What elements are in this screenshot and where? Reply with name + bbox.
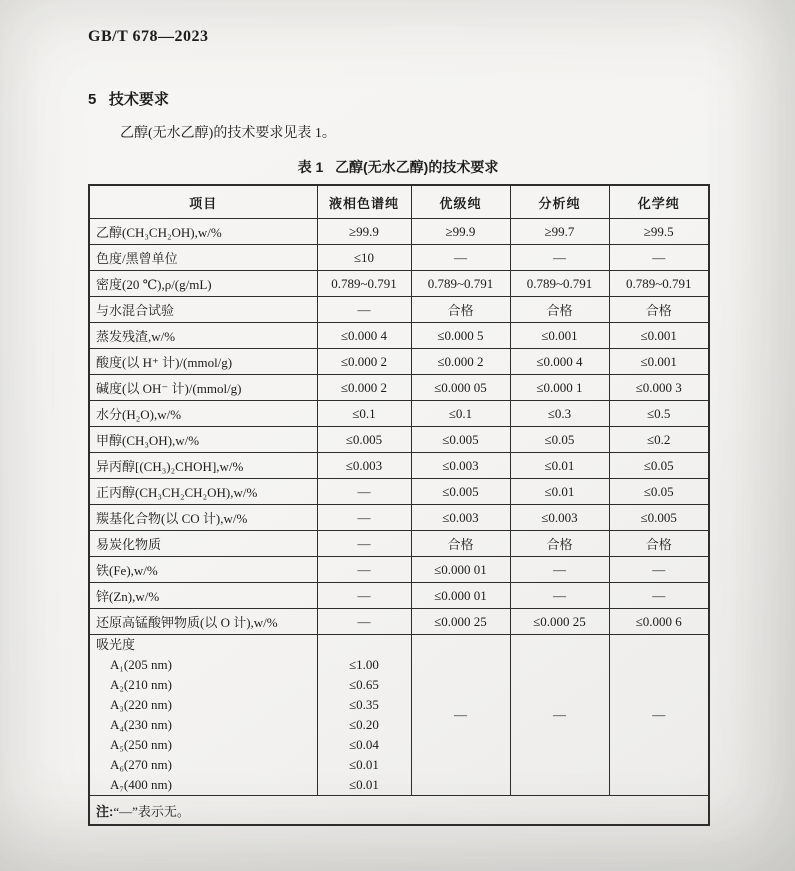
absorbance-sub-item: A₄(230 nm) bbox=[110, 717, 172, 732]
value-cell: ≤0.01 bbox=[510, 479, 609, 505]
table-row bbox=[89, 609, 709, 635]
absorbance-sub-item: A₆(270 nm) bbox=[110, 757, 172, 772]
value-cell: ≤0.005 bbox=[411, 427, 510, 453]
doc-number: GB/T 678—2023 bbox=[88, 28, 209, 45]
absorbance-value-cell bbox=[317, 635, 411, 796]
absorbance-sub-value: ≤1.00 bbox=[349, 657, 379, 672]
column-header-gr: 优级纯 bbox=[411, 185, 510, 219]
value-cell: 合格 bbox=[411, 531, 510, 557]
table-row bbox=[89, 401, 709, 427]
table-row bbox=[89, 219, 709, 245]
note-text: “—”表示无。 bbox=[113, 803, 190, 819]
value-cell: ≤0.005 bbox=[609, 505, 709, 531]
value-cell: ≤0.000 1 bbox=[510, 375, 609, 401]
value-cell: ≤0.05 bbox=[609, 453, 709, 479]
value-cell: ≤0.003 bbox=[411, 505, 510, 531]
table-row bbox=[89, 323, 709, 349]
absorbance-sub-value: ≤0.35 bbox=[349, 697, 379, 712]
value-cell: — bbox=[317, 505, 411, 531]
item-cell: 色度/黑曾单位 bbox=[89, 245, 317, 271]
item-cell: 羰基化合物(以 CO 计),w/% bbox=[89, 505, 317, 531]
value-cell: — bbox=[411, 245, 510, 271]
table-header-row bbox=[89, 185, 709, 219]
table-row bbox=[89, 349, 709, 375]
item-cell: 与水混合试验 bbox=[89, 297, 317, 323]
value-cell: ≤0.1 bbox=[411, 401, 510, 427]
value-cell: ≤0.000 05 bbox=[411, 375, 510, 401]
value-cell: 合格 bbox=[609, 297, 709, 323]
value-cell: ≤0.1 bbox=[317, 401, 411, 427]
value-cell: ≤0.000 01 bbox=[411, 583, 510, 609]
value-cell: — bbox=[317, 609, 411, 635]
absorbance-dash-cp: — bbox=[609, 635, 709, 796]
table-row bbox=[89, 427, 709, 453]
column-header-hplc: 液相色谱纯 bbox=[317, 185, 411, 219]
absorbance-sub-item: A₃(220 nm) bbox=[110, 697, 172, 712]
table-row bbox=[89, 479, 709, 505]
value-cell: ≤0.000 5 bbox=[411, 323, 510, 349]
item-cell: 易炭化物质 bbox=[89, 531, 317, 557]
value-cell: 合格 bbox=[510, 531, 609, 557]
value-cell: ≤0.000 3 bbox=[609, 375, 709, 401]
absorbance-row bbox=[89, 635, 709, 796]
absorbance-label: 吸光度 bbox=[96, 637, 136, 652]
column-header-ar: 分析纯 bbox=[510, 185, 609, 219]
value-cell: ≤0.001 bbox=[510, 323, 609, 349]
value-cell: ≤0.3 bbox=[510, 401, 609, 427]
value-cell: ≤0.000 2 bbox=[317, 349, 411, 375]
value-cell: — bbox=[609, 557, 709, 583]
item-cell: 异丙醇[(CH₃)₂CHOH],w/% bbox=[89, 453, 317, 479]
item-cell: 还原高锰酸钾物质(以 O 计),w/% bbox=[89, 609, 317, 635]
absorbance-dash-gr: — bbox=[411, 635, 510, 796]
value-cell: ≤0.001 bbox=[609, 349, 709, 375]
note-cell bbox=[89, 796, 709, 826]
value-cell: ≤0.003 bbox=[317, 453, 411, 479]
absorbance-sub-item: A₇(400 nm) bbox=[110, 777, 172, 792]
value-cell: ≤0.000 2 bbox=[317, 375, 411, 401]
table-row bbox=[89, 453, 709, 479]
absorbance-sub-value: ≤0.01 bbox=[349, 777, 379, 792]
value-cell: — bbox=[317, 297, 411, 323]
value-cell: ≥99.9 bbox=[317, 219, 411, 245]
item-cell: 乙醇(CH₃CH₂OH),w/% bbox=[89, 219, 317, 245]
note-label: 注: bbox=[96, 803, 114, 819]
requirements-table bbox=[88, 184, 710, 826]
value-cell: ≤0.01 bbox=[510, 453, 609, 479]
item-cell: 甲醇(CH₃OH),w/% bbox=[89, 427, 317, 453]
table-row bbox=[89, 531, 709, 557]
item-cell: 密度(20 ℃),ρ/(g/mL) bbox=[89, 271, 317, 297]
value-cell: 0.789~0.791 bbox=[411, 271, 510, 297]
value-cell: — bbox=[317, 557, 411, 583]
item-cell: 铁(Fe),w/% bbox=[89, 557, 317, 583]
value-cell: — bbox=[510, 245, 609, 271]
table-row bbox=[89, 245, 709, 271]
absorbance-sub-value: ≤0.01 bbox=[349, 757, 379, 772]
section-heading: 5 技术要求 bbox=[88, 91, 169, 108]
item-cell: 正丙醇(CH₃CH₂CH₂OH),w/% bbox=[89, 479, 317, 505]
value-cell: ≤0.000 2 bbox=[411, 349, 510, 375]
value-cell: — bbox=[317, 583, 411, 609]
value-cell: 合格 bbox=[510, 297, 609, 323]
value-cell: ≤0.001 bbox=[609, 323, 709, 349]
column-header-item: 项目 bbox=[89, 185, 317, 219]
value-cell: 0.789~0.791 bbox=[510, 271, 609, 297]
value-cell: — bbox=[510, 557, 609, 583]
item-cell: 酸度(以 H⁺ 计)/(mmol/g) bbox=[89, 349, 317, 375]
value-cell: ≤0.000 01 bbox=[411, 557, 510, 583]
absorbance-item-cell bbox=[89, 635, 317, 796]
value-cell: ≤0.000 4 bbox=[317, 323, 411, 349]
value-cell: ≤0.05 bbox=[609, 479, 709, 505]
value-cell: ≤0.05 bbox=[510, 427, 609, 453]
table-row bbox=[89, 375, 709, 401]
table-row bbox=[89, 557, 709, 583]
item-cell: 蒸发残渣,w/% bbox=[89, 323, 317, 349]
item-cell: 水分(H₂O),w/% bbox=[89, 401, 317, 427]
absorbance-sub-item: A₁(205 nm) bbox=[110, 657, 172, 672]
value-cell: ≥99.7 bbox=[510, 219, 609, 245]
value-cell: ≤0.2 bbox=[609, 427, 709, 453]
value-cell: 合格 bbox=[609, 531, 709, 557]
absorbance-sub-value: ≤0.04 bbox=[349, 737, 379, 752]
value-cell: — bbox=[609, 245, 709, 271]
value-cell: ≤0.003 bbox=[510, 505, 609, 531]
value-cell: — bbox=[609, 583, 709, 609]
table-row bbox=[89, 583, 709, 609]
value-cell: — bbox=[510, 583, 609, 609]
value-cell: 合格 bbox=[411, 297, 510, 323]
absorbance-sub-value: ≤0.65 bbox=[349, 677, 379, 692]
value-cell: ≤0.5 bbox=[609, 401, 709, 427]
absorbance-sub-item: A₂(210 nm) bbox=[110, 677, 172, 692]
intro-text: 乙醇(无水乙醇)的技术要求见表 1。 bbox=[120, 126, 336, 141]
absorbance-dash-ar: — bbox=[510, 635, 609, 796]
table-caption: 表 1 乙醇(无水乙醇)的技术要求 bbox=[297, 159, 499, 175]
value-cell: ≤0.000 6 bbox=[609, 609, 709, 635]
table-row bbox=[89, 505, 709, 531]
value-cell: — bbox=[317, 531, 411, 557]
table-row bbox=[89, 271, 709, 297]
column-header-cp: 化学纯 bbox=[609, 185, 709, 219]
value-cell: ≤0.000 25 bbox=[411, 609, 510, 635]
value-cell: ≤0.005 bbox=[411, 479, 510, 505]
value-cell: ≥99.9 bbox=[411, 219, 510, 245]
absorbance-sub-item: A₅(250 nm) bbox=[110, 737, 172, 752]
note-row bbox=[89, 796, 709, 826]
value-cell: ≤10 bbox=[317, 245, 411, 271]
value-cell: ≤0.003 bbox=[411, 453, 510, 479]
value-cell: — bbox=[317, 479, 411, 505]
item-cell: 锌(Zn),w/% bbox=[89, 583, 317, 609]
value-cell: ≤0.000 4 bbox=[510, 349, 609, 375]
absorbance-value-spacer bbox=[324, 635, 405, 655]
item-cell: 碱度(以 OH⁻ 计)/(mmol/g) bbox=[89, 375, 317, 401]
absorbance-sub-value: ≤0.20 bbox=[349, 717, 379, 732]
value-cell: ≥99.5 bbox=[609, 219, 709, 245]
value-cell: 0.789~0.791 bbox=[609, 271, 709, 297]
value-cell: ≤0.000 25 bbox=[510, 609, 609, 635]
value-cell: ≤0.005 bbox=[317, 427, 411, 453]
table-row bbox=[89, 297, 709, 323]
value-cell: 0.789~0.791 bbox=[317, 271, 411, 297]
